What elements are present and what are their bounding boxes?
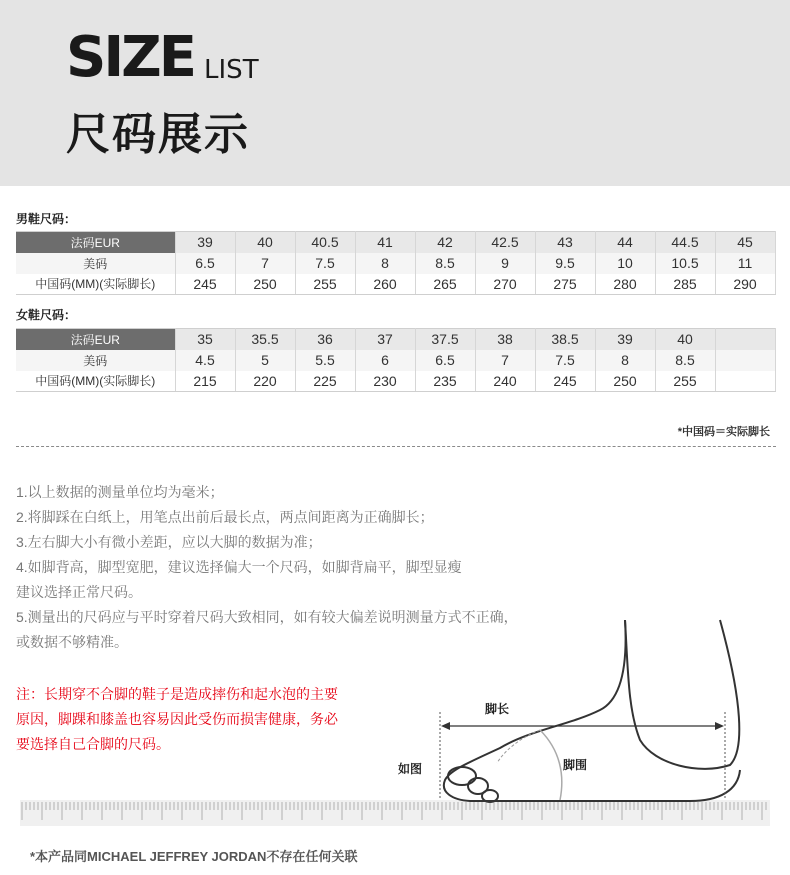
size-cell: 245 [175,274,235,295]
size-cell: 38.5 [535,329,595,350]
size-cell: 6 [355,350,415,371]
size-note: *中国码＝实际脚长 [677,426,770,438]
size-cell: 40 [655,329,715,350]
size-cell [715,350,775,371]
size-cell: 8 [595,350,655,371]
size-cell: 9.5 [535,253,595,274]
title-row [66,25,259,90]
tip-line: 4.如脚背高，脚型宽肥，建议选择偏大一个尺码，如脚背扁平，脚型显瘦 [16,559,462,575]
size-cell: 37.5 [415,329,475,350]
foot-length-label: 脚长 [485,702,510,716]
size-row [16,350,775,371]
size-cell: 245 [535,371,595,392]
size-cell: 44 [595,232,655,253]
size-cell: 5.5 [295,350,355,371]
size-cell: 38 [475,329,535,350]
size-cell: 8.5 [655,350,715,371]
warning-line: 原因，脚踝和膝盖也容易因此受伤而损害健康，务必 [16,711,338,727]
size-row [16,329,775,350]
size-cell: 6.5 [415,350,475,371]
size-cell: 215 [175,371,235,392]
size-cell: 11 [715,253,775,274]
size-cell: 275 [535,274,595,295]
size-cell: 7 [235,253,295,274]
size-cell: 44.5 [655,232,715,253]
row-header: 法码EUR [16,329,175,350]
tip-line: 1.以上数据的测量单位均为毫米； [16,484,224,500]
size-cell: 235 [415,371,475,392]
row-header: 美码 [16,350,175,371]
size-cell: 8.5 [415,253,475,274]
size-cell: 250 [595,371,655,392]
women-size-table [16,328,776,392]
title-size: SIZE [66,25,195,90]
women-size-label: 女鞋尺码： [16,308,77,322]
tip-line: 3.左右脚大小有微小差距，应以大脚的数据为准； [16,534,322,550]
warning-line: 注：长期穿不合脚的鞋子是造成摔伤和起水泡的主要 [16,686,338,702]
size-cell: 260 [355,274,415,295]
size-cell: 255 [655,371,715,392]
size-cell: 7 [475,350,535,371]
size-cell: 290 [715,274,775,295]
toe-big [448,767,476,785]
men-size-label: 男鞋尺码： [16,212,77,226]
warning-note [16,682,376,757]
girth-curve [540,730,562,800]
size-cell: 5 [235,350,295,371]
size-cell: 35 [175,329,235,350]
size-cell: 36 [295,329,355,350]
size-cell: 35.5 [235,329,295,350]
size-cell: 39 [595,329,655,350]
warning-line: 要选择自己合脚的尺码。 [16,736,170,752]
size-cell: 225 [295,371,355,392]
row-header: 美码 [16,253,175,274]
size-cell [715,329,775,350]
size-cell: 7.5 [295,253,355,274]
size-cell: 230 [355,371,415,392]
size-cell: 7.5 [535,350,595,371]
men-size-table [16,231,776,295]
size-cell: 10.5 [655,253,715,274]
size-cell: 40.5 [295,232,355,253]
size-cell: 270 [475,274,535,295]
size-cell: 40 [235,232,295,253]
divider [16,446,776,447]
tip-line: 2.将脚踩在白纸上，用笔点出前后最长点，两点间距离为正确脚长； [16,509,434,525]
row-header: 法码EUR [16,232,175,253]
size-cell: 240 [475,371,535,392]
size-cell: 9 [475,253,535,274]
girth-label: 脚围 [563,758,588,772]
tip-line: 建议选择正常尺码。 [16,584,142,600]
size-row [16,232,775,253]
size-cell: 6.5 [175,253,235,274]
size-cell: 10 [595,253,655,274]
size-cell: 4.5 [175,350,235,371]
disclaimer: *本产品同MICHAEL JEFFREY JORDAN不存在任何关联 [30,849,358,864]
size-cell: 8 [355,253,415,274]
size-cell: 43 [535,232,595,253]
size-cell: 280 [595,274,655,295]
row-header: 中国码(MM)(实际脚长) [16,371,175,392]
size-cell: 41 [355,232,415,253]
example-label: 如图 [398,762,423,776]
size-cell: 37 [355,329,415,350]
size-cell: 255 [295,274,355,295]
size-cell: 39 [175,232,235,253]
tip-line: 或数据不够精准。 [16,634,128,650]
header-banner [0,0,790,186]
size-cell: 45 [715,232,775,253]
size-cell: 265 [415,274,475,295]
size-cell: 220 [235,371,295,392]
size-cell: 42.5 [475,232,535,253]
title-list: LIST [204,55,259,85]
row-header: 中国码(MM)(实际脚长) [16,274,175,295]
size-cell: 285 [655,274,715,295]
page-title: 尺码展示 [66,109,250,160]
size-cell [715,371,775,392]
size-row [16,274,775,295]
foot-heel-outline [625,620,739,769]
size-cell: 42 [415,232,475,253]
size-row [16,253,775,274]
size-cell: 250 [235,274,295,295]
tip-line: 5.测量出的尺码应与平时穿着尺码大致相同，如有较大偏差说明测量方式不正确， [16,609,518,625]
size-row [16,371,775,392]
